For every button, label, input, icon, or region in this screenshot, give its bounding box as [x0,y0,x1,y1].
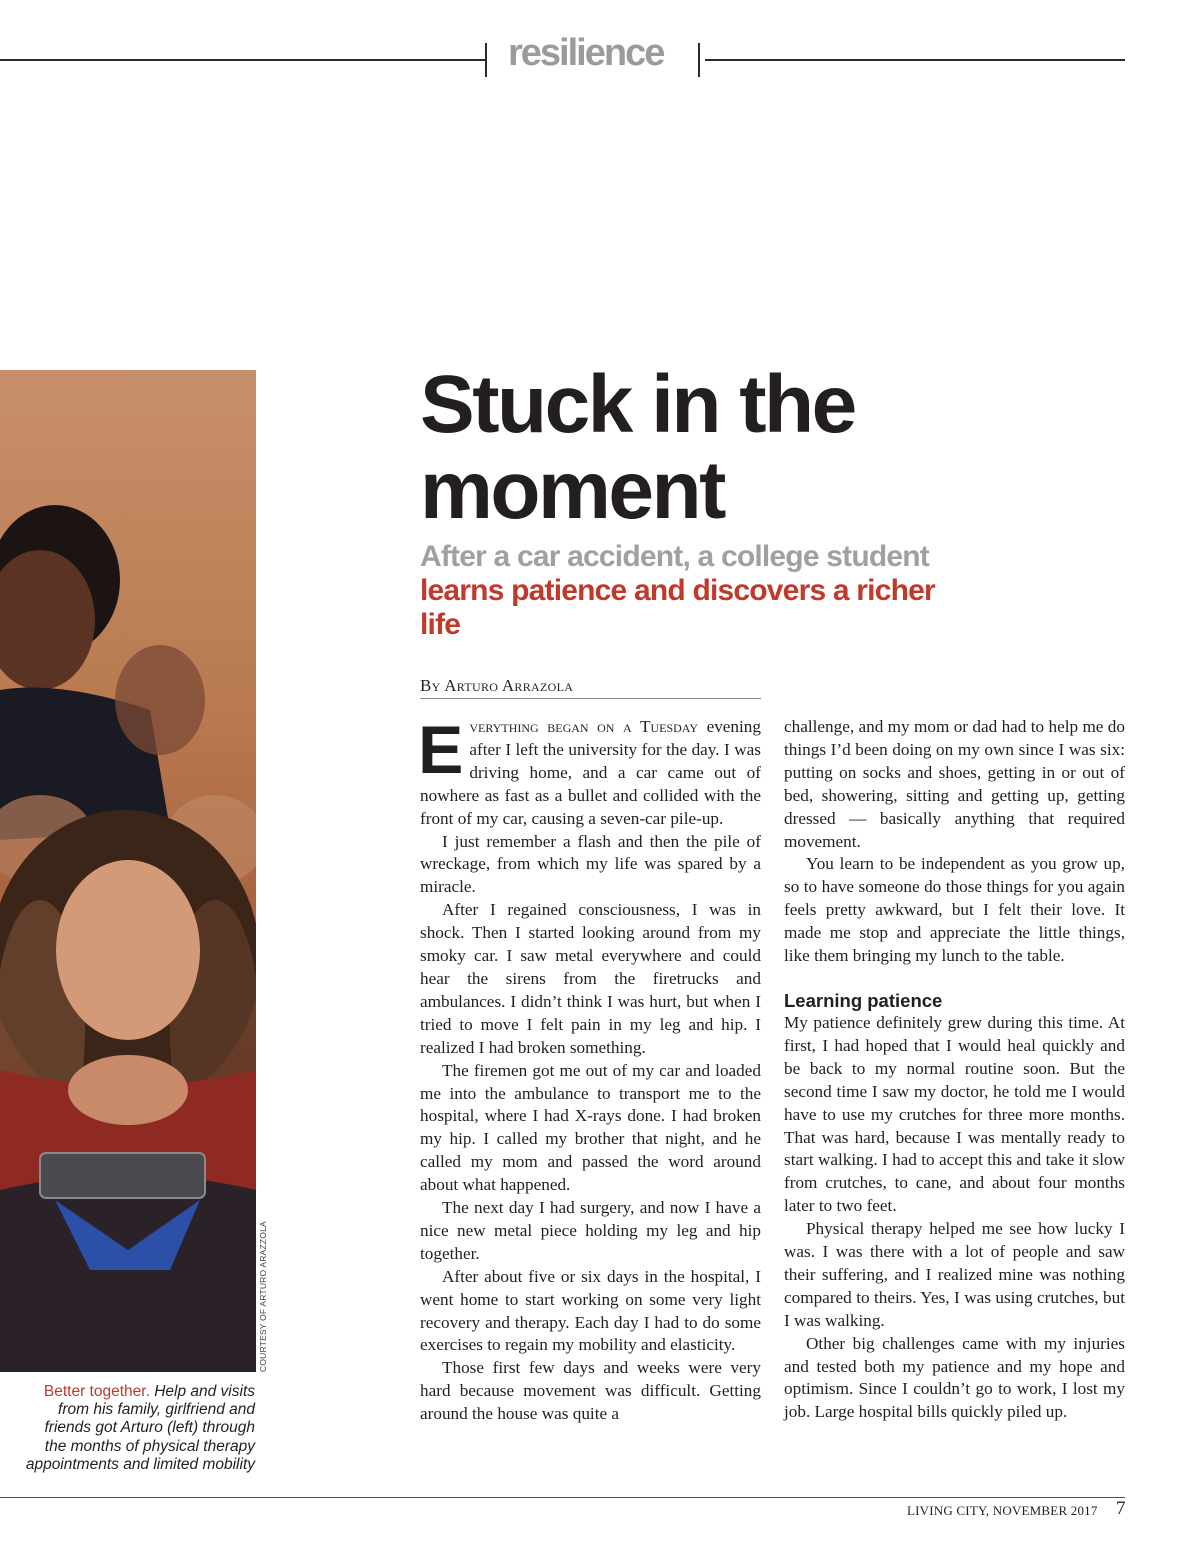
article-column-2 [784,716,1125,1424]
article-photo [0,370,256,1372]
paragraph: After I regained consciousness, I was in shock. Then I started looking around from my smoky car. I saw metal everywhere and could hear the sirens from the firetrucks and ambulances. I didn’t think I was hurt, but when I tried to move I felt pain in my leg and hip. I realized I had broken something. [420,900,761,1057]
paragraph: challenge, and my mom or dad had to help me do things I’d been doing on my own since I was six: putting on socks and shoes, getting in or out of bed, showering, sitting and getting up, getting dressed — basically anything that required movement. [784,717,1125,851]
paragraph: After about five or six days in the hospital, I went home to start working on some very light recovery and therapy. Each day I had to do some exercises to regain my mobility and elasticity. [420,1266,761,1355]
folio: LIVING CITY, NOVEMBER 2017 [907,1503,1098,1518]
deck-red: learns patience and discovers a richer life [420,574,935,641]
paragraph: Other big challenges came with my injuries and tested both my patience and my hope and optimism. Since I couldn’t go to work, I lost my job. Large hospital bills quickly piled up. [784,1333,1125,1422]
header-tick-right [698,43,700,77]
paragraph-text: evening after I left the university for the day. I was driving home, and a car came out of nowhere as fast as a bullet and collided with the front of my car, causing a seven-car pile-up. [420,717,761,828]
paragraph: I just remember a flash and then the pile of wreckage, from which my life was spared by a miracle. [420,831,761,897]
paragraph: You learn to be independent as you grow up, so to have someone do those things for you again feels pretty awkward, but I felt their love. It made me stop and appreciate the little things, like them bringing my lunch to the table. [784,854,1125,966]
opening-small-caps: verything began on a Tuesday [469,717,699,736]
caption-lead: Better together. [43,1383,150,1400]
section-label: resilience [508,32,664,74]
article-column-1 [418,712,761,1426]
header-rule-left [0,59,485,61]
subhead: Learning patience [784,989,943,1011]
paragraph [418,712,761,831]
drop-cap: E [418,712,464,788]
article-title: Stuck in the moment [420,359,855,536]
paragraph: The next day I had surgery, and now I have a nice new metal piece holding my leg and hip together. [420,1198,761,1263]
paragraph: Those first few days and weeks were very hard because movement was difficult. Getting around the house was quite a [420,1358,761,1424]
header-rule-right [705,59,1125,61]
photo-caption [20,1383,255,1474]
article-deck [420,540,940,642]
paragraph: My patience definitely grew during this time. At first, I had hoped that I would heal quickly and be back to my normal routine soon. But the second time I saw my doctor, he told me I would have to use my crutches for three more months. That was hard, because I was mentally ready to start walking. I had to accept this and take it slow from crutches, to cane, and about four months later to two feet. [784,1012,1125,1216]
photo-credit: COURTESY OF ARTURO ARAZZOLA [258,1221,268,1372]
caption-text: Help and visits from his family, girlfriend and friends got Arturo (left) through the months of physical therapy appointments and limited mobility [25,1383,255,1473]
byline: By Arturo Arrazola [420,676,761,699]
footer-rule [0,1497,1125,1498]
deck-gray: After a car accident, a college student [420,540,929,573]
page-number: 7 [1116,1498,1126,1519]
header-tick-left [485,43,487,77]
photo-illustration [0,370,256,1372]
paragraph: The firemen got me out of my car and loaded me into the ambulance to transport me to the hospital, where I had X-rays done. I had broken my hip. I called my brother that night, and he called my mom and passed the word around about what happened. [420,1060,761,1195]
paragraph: Physical therapy helped me see how lucky I was. I was there with a lot of people and saw their suffering, and I realized mine was nothing compared to theirs. Yes, I was using crutches, but I was walking. [784,1219,1125,1330]
